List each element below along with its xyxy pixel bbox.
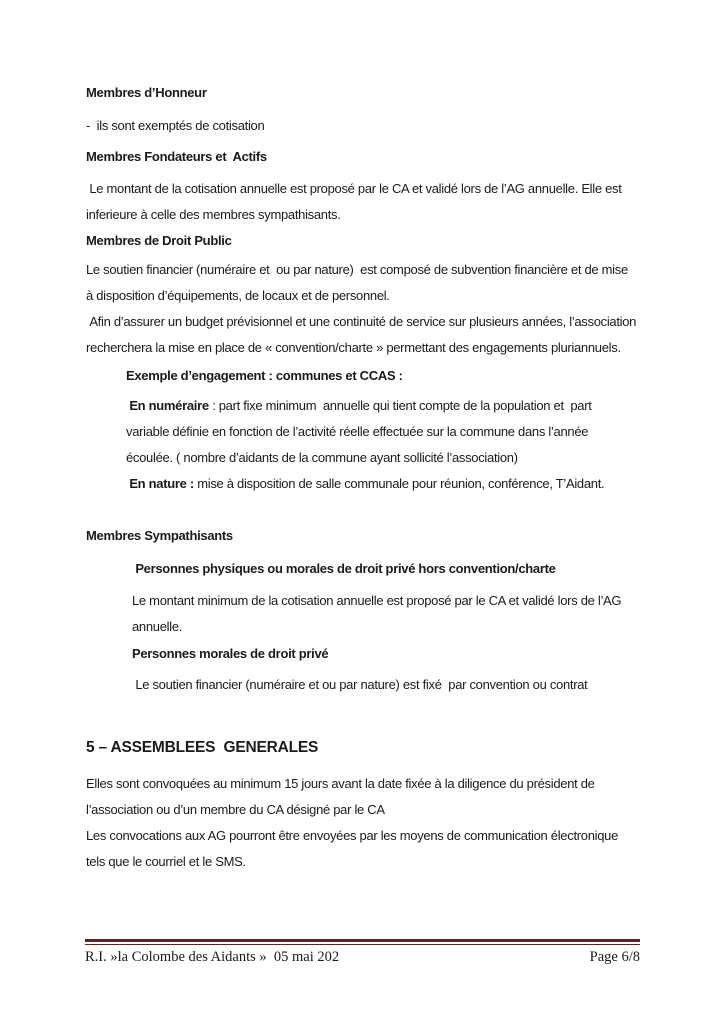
heading-membres-honneur: Membres d’Honneur [86,85,207,100]
paragraph-budget-previsionnel: Afin d’assurer un budget prévisionnel et une continuité de service sur plusieurs années, l’association recherchera la mise en place de « convention/charte » permettant des engagements pluriannuels. [86,314,640,355]
paragraph-fondateurs-cotisation: Le montant de la cotisation annuelle est proposé par le CA et validé lors de l’AG annuelle. Elle est inferieure à celle des membres sympathisants. [86,181,625,222]
paragraph-exemption-item: - ils sont exemptés de cotisation [86,118,265,133]
footer-rule [85,939,640,945]
paragraph-cotisation-minimum: Le montant minimum de la cotisation annuelle est proposé par le CA et validé lors de l’AG annuelle. [132,593,625,634]
heading-membres-sympathisants: Membres Sympathisants [86,528,233,543]
heading-exemple-engagement: Exemple d’engagement : communes et CCAS : [126,368,403,383]
page-footer [85,939,640,967]
heading-membres-fondateurs: Membres Fondateurs et Actifs [86,149,267,164]
paragraph-en-numeraire [126,393,637,471]
paragraph-convention-contrat: Le soutien financier (numéraire et ou par nature) est fixé par convention ou contrat [132,677,588,692]
heading-personnes-physiques: Personnes physiques ou morales de droit privé hors convention/charte [132,561,556,576]
heading-personnes-morales: Personnes morales de droit privé [132,646,329,661]
paragraph-convocation-delai: Elles sont convoquées au minimum 15 jours avant la date fixée à la diligence du président de l’association ou d’un membre du CA désigné par le CA [86,776,598,817]
footer-document-reference: R.I. »la Colombe des Aidants » 05 mai 202 [85,949,340,965]
footer-page-number: Page 6/8 [589,949,640,965]
heading-membres-droit-public: Membres de Droit Public [86,233,232,248]
paragraph-convocation-electronique: Les convocations aux AG pourront être envoyées par les moyens de communication électronique tels que le courriel et le SMS. [86,828,622,869]
en-nature-text: mise à disposition de salle communale pour réunion, conférence, T’Aidant. [193,476,605,491]
en-nature-label: En nature : [126,476,194,491]
paragraph-soutien-financier: Le soutien financier (numéraire et ou par nature) est composé de subvention financière et de mise à disposition d’équipements, de locaux et de personnel. [86,262,632,303]
paragraph-en-nature [126,471,637,497]
en-numeraire-label: En numéraire [126,398,209,413]
footer-row [85,947,640,967]
document-content [86,80,640,875]
heading-assemblees-generales: 5 – ASSEMBLEES GENERALES [86,739,319,756]
en-numeraire-text: : part fixe minimum annuelle qui tient compte de la population et part variable définie en fonction de l’activité réelle effectuée sur la commune dans l’année écoulée. ( nombre d’aidants de la commune ayant sollicité l’association) [126,398,595,465]
